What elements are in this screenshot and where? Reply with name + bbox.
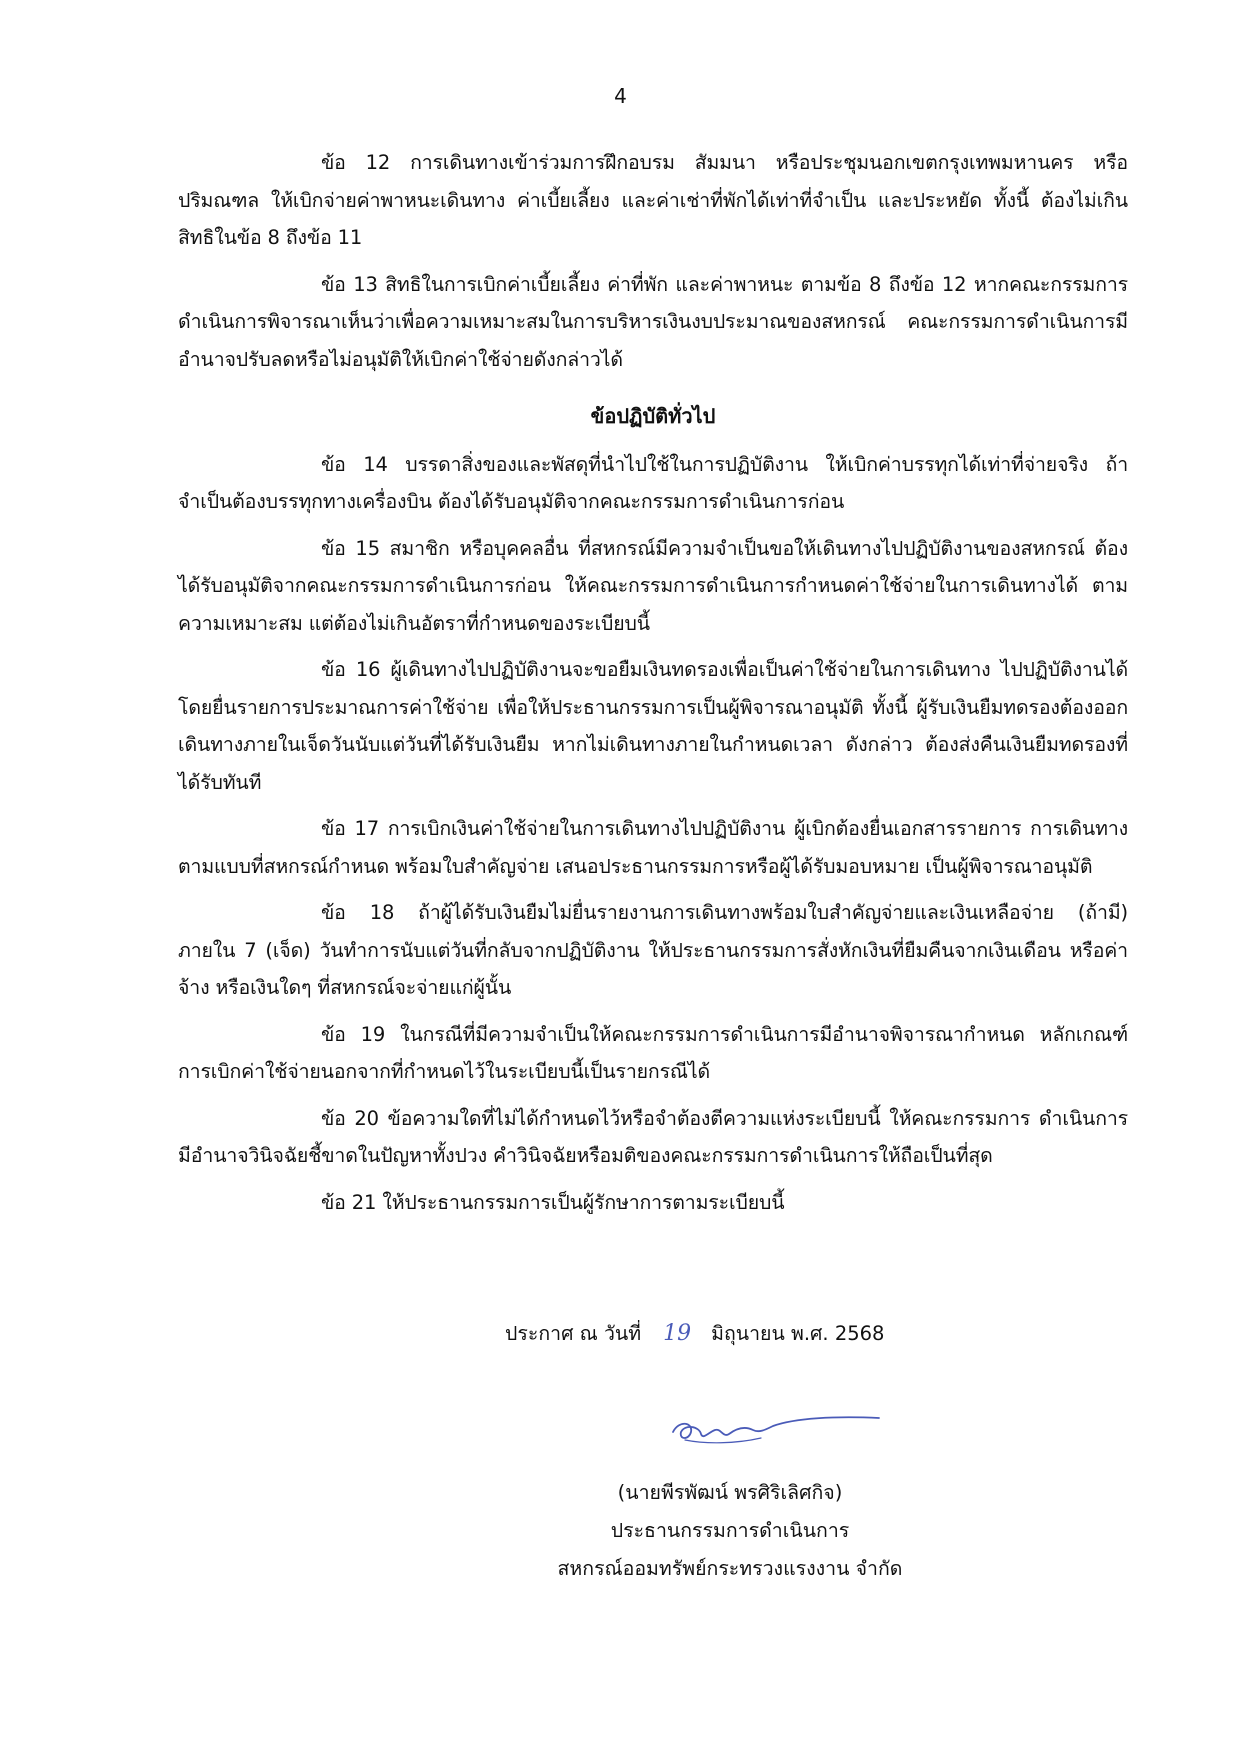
clause-17: ข้อ 17 การเบิกเงินค่าใช้จ่ายในการเดินทางไปปฏิบัติงาน ผู้เบิกต้องยื่นเอกสารรายการ การเดินทางตามแบบที่สหกรณ์กำหนด พร้อมใบสำคัญจ่าย เสนอประธานกรรมการหรือผู้ได้รับมอบหมาย เป็นผู้พิจารณาอนุมัติ xyxy=(178,817,1128,878)
clause-15: ข้อ 15 สมาชิก หรือบุคคลอื่น ที่สหกรณ์มีความจำเป็นขอให้เดินทางไปปฏิบัติงานของสหกรณ์ ต้องได้รับอนุมัติจากคณะกรรมการดำเนินการก่อน ให้คณะกรรมการดำเนินการกำหนดค่าใช้จ่ายในการเดินทางได้ ตามความเหมาะสม แต่ต้องไม่เกินอัตราที่กำหนดของระเบียบนี้ xyxy=(178,536,1128,635)
page-number: 4 xyxy=(614,84,627,108)
announcement-prefix: ประกาศ ณ วันที่ xyxy=(505,1322,642,1345)
announcement-day: 19 xyxy=(663,1321,692,1346)
section-heading-general: ข้อปฏิบัติทั่วไป xyxy=(590,404,716,428)
signatory-position: ประธานกรรมการดำเนินการ xyxy=(610,1519,850,1542)
clause-12: ข้อ 12 การเดินทางเข้าร่วมการฝึกอบรม สัมมนา หรือประชุมนอกเขตกรุงเทพมหานคร หรือปริมณฑล ให้เบิกจ่ายค่าพาหนะเดินทาง ค่าเบี้ยเลี้ยง และค่าเช่าที่พักได้เท่าที่จำเป็น และประหยัด ทั้งนี้ ต้องไม่เกินสิทธิในข้อ 8 ถึงข้อ 11 xyxy=(178,151,1128,249)
clause-21: ข้อ 21 ให้ประธานกรรมการเป็นผู้รักษาการตามระเบียบนี้ xyxy=(321,1190,785,1214)
announcement-month-year: มิถุนายน พ.ศ. 2568 xyxy=(711,1322,885,1345)
signatory-block xyxy=(530,1474,930,1588)
clause-14: ข้อ 14 บรรดาสิ่งของและพัสดุที่นำไปใช้ในการปฏิบัติงาน ให้เบิกค่าบรรทุกได้เท่าที่จ่ายจริง ถ้าจำเป็นต้องบรรทุกทางเครื่องบิน ต้องได้รับอนุมัติจากคณะกรรมการดำเนินการก่อน xyxy=(178,452,1128,513)
clause-19: ข้อ 19 ในกรณีที่มีความจำเป็นให้คณะกรรมการดำเนินการมีอำนาจพิจารณากำหนด หลักเกณฑ์การเบิกค่าใช้จ่ายนอกจากที่กำหนดไว้ในระเบียบนี้เป็นรายกรณีได้ xyxy=(178,1022,1128,1083)
signatory-organization: สหกรณ์ออมทรัพย์กระทรวงแรงงาน จำกัด xyxy=(557,1557,903,1580)
clause-20: ข้อ 20 ข้อความใดที่ไม่ได้กำหนดไว้หรือจำต้องตีความแห่งระเบียบนี้ ให้คณะกรรมการ ดำเนินการ มีอำนาจวินิจฉัยชี้ขาดในปัญหาทั้งปวง คำวินิจฉัยหรือมติของคณะกรรมการดำเนินการให้ถือเป็นที่สุด xyxy=(178,1106,1128,1167)
clause-13: ข้อ 13 สิทธิในการเบิกค่าเบี้ยเลี้ยง ค่าที่พัก และค่าพาหนะ ตามข้อ 8 ถึงข้อ 12 หากคณะกรรมการดำเนินการพิจารณาเห็นว่าเพื่อความเหมาะสมในการบริหารเงินงบประมาณของสหกรณ์ คณะกรรมการดำเนินการมีอำนาจปรับลดหรือไม่อนุมัติให้เบิกค่าใช้จ่ายดังกล่าวได้ xyxy=(178,272,1128,371)
clause-16: ข้อ 16 ผู้เดินทางไปปฏิบัติงานจะขอยืมเงินทดรองเพื่อเป็นค่าใช้จ่ายในการเดินทาง ไปปฏิบัติงานได้ โดยยื่นรายการประมาณการค่าใช้จ่าย เพื่อให้ประธานกรรมการเป็นผู้พิจารณาอนุมัติ ทั้งนี้ ผู้รับเงินยืมทดรองต้องออกเดินทางภายในเจ็ดวันนับแต่วันที่ได้รับเงินยืม หากไม่เดินทางภายในกำหนดเวลา ดังกล่าว ต้องส่งคืนเงินยืมทดรองที่ได้รับทันที xyxy=(178,658,1128,794)
clause-18: ข้อ 18 ถ้าผู้ได้รับเงินยืมไม่ยื่นรายงานการเดินทางพร้อมใบสำคัญจ่ายและเงินเหลือจ่าย (ถ้ามี) ภายใน 7 (เจ็ด) วันทำการนับแต่วันที่กลับจากปฏิบัติงาน ให้ประธานกรรมการสั่งหักเงินที่ยืมคืนจากเงินเดือน หรือค่าจ้าง หรือเงินใดๆ ที่สหกรณ์จะจ่ายแก่ผู้นั้น xyxy=(178,901,1128,999)
handwritten-signature xyxy=(665,1400,885,1460)
announcement-date xyxy=(505,1318,884,1349)
document-body xyxy=(178,144,1128,1227)
signatory-name: (นายพีรพัฒน์ พรศิริเลิศกิจ) xyxy=(617,1481,843,1504)
